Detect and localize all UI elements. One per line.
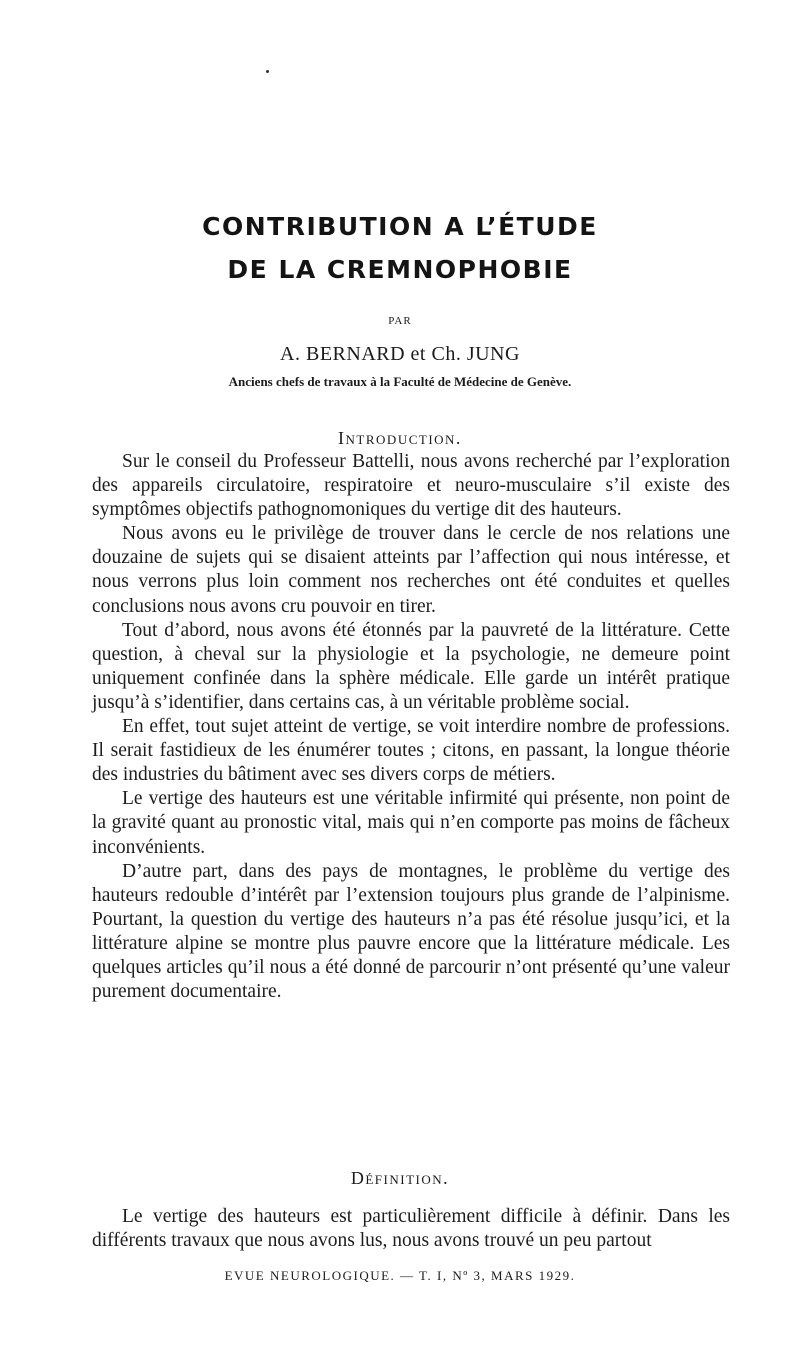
- article-title-line-1: CONTRIBUTION A L’ÉTUDE: [202, 212, 598, 241]
- paragraph: Sur le conseil du Professeur Battelli, nous avons recherché par l’exploration des appareils circulatoire, respiratoire et neuro-musculaire s’il existe des symptômes objectifs pathognomoniques du vertige dit des hauteurs.: [92, 451, 730, 521]
- section-heading-definition: Définition.: [350, 1168, 450, 1188]
- paragraph: Nous avons eu le privilège de trouver dans le cercle de nos relations une douzaine de sujets qui se disaient atteints par l’affection qui nous intéresse, et nous verrons plus loin comment nos recherches ont été conduites et quelles conclusions nous avons cru pouvoir en tirer.: [92, 523, 730, 617]
- authors: A. BERNARD et Ch. JUNG: [280, 343, 520, 365]
- byline-par: PAR: [388, 315, 412, 327]
- section-heading-introduction: Introduction.: [338, 428, 462, 448]
- paragraph: Le vertige des hauteurs est particulièrement difficile à définir. Dans les différents travaux que nous avons lus, nous avons trouvé un peu partout: [92, 1206, 730, 1252]
- paragraph: Le vertige des hauteurs est une véritable infirmité qui présente, non point de la gravité quant au pronostic vital, mais qui n’en comporte pas moins de fâcheux inconvénients.: [92, 788, 730, 858]
- article-title-line-2: DE LA CREMNOPHOBIE: [227, 255, 573, 284]
- definition-body: [92, 1205, 730, 1253]
- paragraph: D’autre part, dans des pays de montagnes, le problème du vertige des hauteurs redouble d’intérêt par l’extension toujours plus grande de l’alpinisme. Pourtant, la question du vertige des hauteurs n’a pas été résolue jusqu’ici, et la littérature alpine se montre plus pauvre encore que la littérature médicale. Les quelques articles qu’il nous a été donné de parcourir n’ont présenté qu’une valeur purement documentaire.: [92, 860, 730, 1003]
- paragraph: Tout d’abord, nous avons été étonnés par la pauvreté de la littérature. Cette question, à cheval sur la physiologie et la psychologie, ne demeure point uniquement confinée dans la sphère médicale. Elle garde un intérêt pratique jusqu’à s’identifier, dans certains cas, à un véritable problème social.: [92, 619, 730, 713]
- print-speck: [266, 70, 269, 73]
- introduction-body: [92, 450, 730, 1004]
- author-affiliation: Anciens chefs de travaux à la Faculté de Médecine de Genève.: [228, 374, 572, 389]
- paragraph: En effet, tout sujet atteint de vertige, se voit interdire nombre de professions. Il serait fastidieux de les énumérer toutes ; citons, en passant, la longue théorie des industries du bâtiment avec ses divers corps de métiers.: [92, 716, 730, 786]
- journal-footer: EVUE NEUROLOGIQUE. — T. I, Nº 3, MARS 1929.: [224, 1268, 576, 1283]
